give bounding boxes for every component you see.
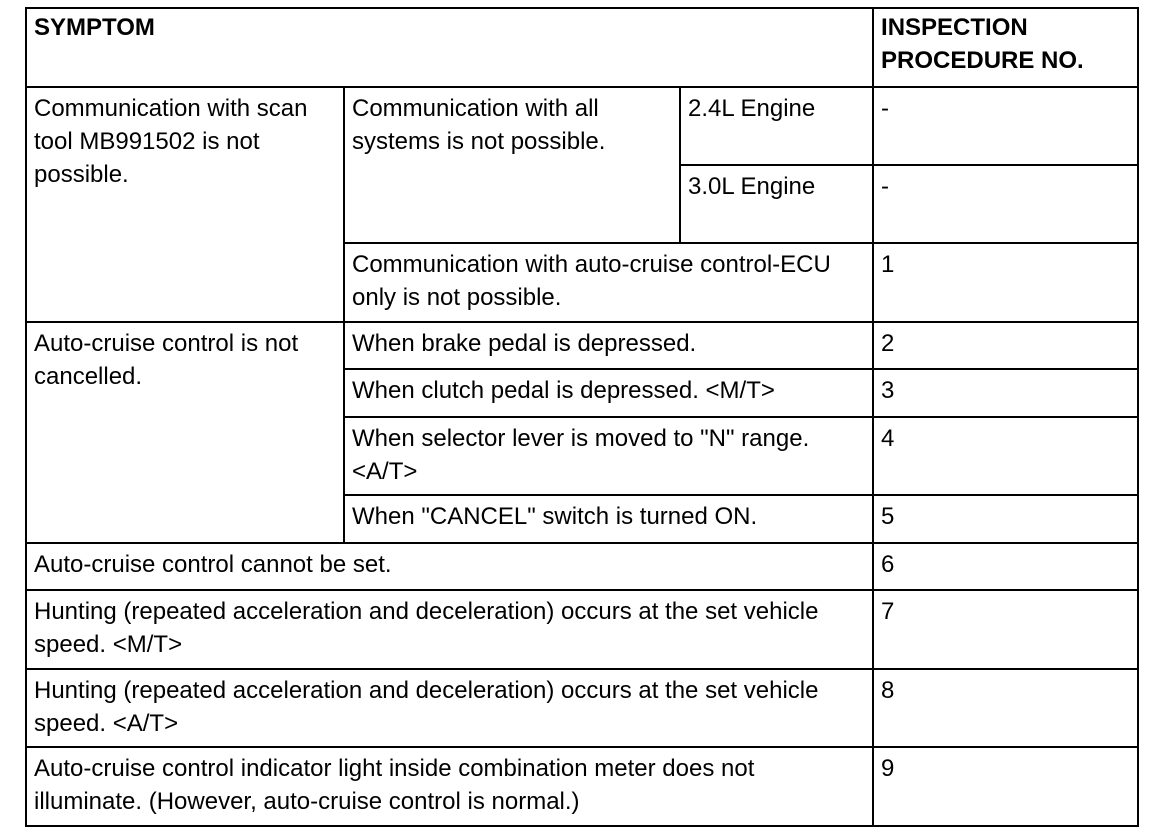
- engine-30-cell: 3.0L Engine: [680, 165, 873, 243]
- cancel-switch-condition-cell: When "CANCEL" switch is turned ON.: [344, 495, 873, 543]
- header-row: [26, 8, 1138, 87]
- procedure-number-cell: 6: [873, 543, 1138, 590]
- symptom-header: SYMPTOM: [26, 8, 873, 87]
- procedure-number-cell: 1: [873, 243, 1138, 322]
- symptom-cell: Auto-cruise control cannot be set.: [26, 543, 873, 590]
- engine-24-cell: 2.4L Engine: [680, 87, 873, 165]
- selector-condition-cell: When selector lever is moved to "N" range. <A/T>: [344, 417, 873, 495]
- procedure-number-cell: 9: [873, 747, 1138, 826]
- procedure-number-cell: 8: [873, 669, 1138, 747]
- table-row: [26, 669, 1138, 747]
- procedure-number-cell: 3: [873, 369, 1138, 417]
- table-row: [26, 322, 1138, 369]
- brake-condition-cell: When brake pedal is depressed.: [344, 322, 873, 369]
- clutch-condition-cell: When clutch pedal is depressed. <M/T>: [344, 369, 873, 417]
- symptom-cell: Hunting (repeated acceleration and deceleration) occurs at the set vehicle speed. <M/T>: [26, 590, 873, 669]
- symptom-table: [25, 7, 1139, 827]
- symptom-cell: Auto-cruise control indicator light inside combination meter does not illuminate. (However, auto-cruise control is normal.): [26, 747, 873, 826]
- procedure-number-cell: 2: [873, 322, 1138, 369]
- procedure-number-cell: -: [873, 165, 1138, 243]
- procedure-number-cell: 4: [873, 417, 1138, 495]
- communication-symptom-cell: Communication with scan tool MB991502 is not possible.: [26, 87, 344, 322]
- all-systems-cell: Communication with all systems is not possible.: [344, 87, 680, 243]
- inspection-procedure-header: INSPECTION PROCEDURE NO.: [873, 8, 1138, 87]
- table-row: [26, 543, 1138, 590]
- table-row: [26, 747, 1138, 826]
- procedure-number-cell: 7: [873, 590, 1138, 669]
- not-cancelled-symptom-cell: Auto-cruise control is not cancelled.: [26, 322, 344, 543]
- procedure-number-cell: -: [873, 87, 1138, 165]
- table-row: [26, 87, 1138, 165]
- table-row: [26, 590, 1138, 669]
- procedure-number-cell: 5: [873, 495, 1138, 543]
- ecu-only-cell: Communication with auto-cruise control-ECU only is not possible.: [344, 243, 873, 322]
- symptom-cell: Hunting (repeated acceleration and deceleration) occurs at the set vehicle speed. <A/T>: [26, 669, 873, 747]
